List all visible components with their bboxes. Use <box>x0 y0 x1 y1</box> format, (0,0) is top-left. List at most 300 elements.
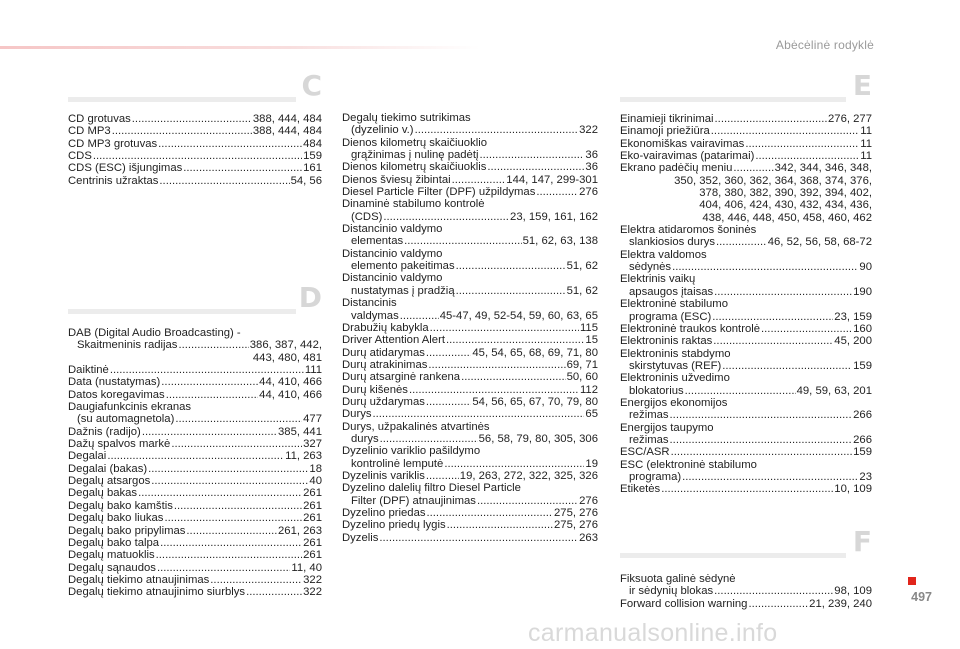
watermark: carmanualsonline.info <box>528 619 778 647</box>
index-entry-line <box>620 598 872 610</box>
index-entry-pages: 160 <box>853 322 872 335</box>
index-entry-heading: Distancinio valdymo <box>342 223 443 236</box>
index-entry-term: Elektroninė traukos kontrolė <box>620 322 761 335</box>
index-entry <box>68 389 322 401</box>
index-entry-pages: 10, 109 <box>834 483 872 496</box>
index-entry-line <box>620 335 872 347</box>
index-entry-pages-continued: 443, 480, 481 <box>252 351 322 364</box>
index-entry-term: Data (nustatymas) <box>68 376 161 389</box>
index-entry <box>68 537 322 549</box>
index-entry-line <box>620 385 872 397</box>
index-entry-pages: 45-47, 49, 52-54, 59, 60, 63, 65 <box>439 309 598 322</box>
dot-leader <box>733 162 773 174</box>
letter-rule <box>68 309 296 314</box>
index-entry-line <box>68 586 322 598</box>
index-entry-pages: 15 <box>585 334 598 347</box>
index-entry-term: skirstytuvas (REF) <box>629 359 722 372</box>
letter-heading-f <box>620 525 872 568</box>
index-entry-term: Diesel Particle Filter (DPF) užpildymas <box>342 186 536 199</box>
index-entry-heading: Elektra valdomos <box>620 248 707 261</box>
index-entry-pages: 276 <box>579 186 598 199</box>
index-entry-heading: Degalų tiekimo sutrikimas <box>342 112 471 124</box>
index-entry-pages: 386, 387, 442, <box>249 339 322 352</box>
index-entry-heading: Distancinio valdymo <box>342 272 443 285</box>
dot-leader <box>479 149 584 161</box>
dot-leader <box>107 450 284 462</box>
index-entry-term: Degalų bako talpa <box>68 536 160 549</box>
index-entry-term: Degalų matuoklis <box>68 549 155 562</box>
index-entry-pages: 49, 59, 63, 201 <box>796 384 872 397</box>
index-entry-line <box>68 426 322 438</box>
dot-leader <box>661 483 833 495</box>
dot-leader <box>714 286 852 298</box>
index-entry-line <box>342 322 598 334</box>
index-entry-term: valdymas <box>351 309 399 322</box>
index-entry-line <box>68 525 322 537</box>
dot-leader <box>670 409 853 421</box>
dot-leader <box>711 125 859 137</box>
index-entry <box>68 487 322 499</box>
dot-leader <box>112 125 252 137</box>
index-entry-line <box>342 310 598 322</box>
index-group-e <box>620 113 872 496</box>
index-entry <box>342 359 598 371</box>
index-entry <box>342 322 598 334</box>
index-entry <box>342 482 598 507</box>
index-entry-line <box>342 124 598 136</box>
dot-leader <box>171 438 302 450</box>
index-entry <box>68 125 322 137</box>
dot-leader <box>132 113 252 125</box>
index-entry-line <box>68 162 322 174</box>
index-entry-pages: 342, 344, 346, 348, <box>774 162 872 175</box>
index-entry-pages: 261 <box>303 499 322 512</box>
index-entry-pages: 190 <box>853 285 872 298</box>
index-entry-heading: Dienos kilometrų skaičiuoklio <box>342 136 488 149</box>
letter-e: E <box>852 69 872 102</box>
index-entry-pages: 11 <box>860 150 872 163</box>
letter-c: C <box>301 69 322 102</box>
letter-rule <box>68 97 296 102</box>
index-entry-line <box>620 446 872 458</box>
index-entry-line <box>68 125 322 137</box>
index-entry-heading: Energijos taupymo <box>620 421 714 434</box>
dot-leader <box>159 175 289 187</box>
index-entry <box>620 138 872 150</box>
page-marker-square <box>908 577 916 585</box>
index-entry <box>68 450 322 462</box>
dot-leader <box>452 174 506 186</box>
index-entry-line <box>342 495 598 507</box>
dot-leader <box>672 261 858 273</box>
index-entry-pages: 322 <box>579 124 598 137</box>
index-entry <box>68 525 322 537</box>
index-entry-line <box>342 359 598 371</box>
dot-leader <box>713 335 833 347</box>
index-entry-line <box>620 236 872 248</box>
index-entry-term: Degalai (bakas) <box>68 462 148 475</box>
index-entry-line <box>68 450 322 462</box>
index-entry <box>68 574 322 586</box>
index-entry-heading: Distancinio valdymo <box>342 247 443 260</box>
index-entry-term: CD MP3 grotuvas <box>68 137 158 150</box>
index-entry-term: Forward collision warning <box>620 597 748 610</box>
index-entry-term: slankiosios durys <box>629 236 716 249</box>
dot-leader <box>373 408 585 420</box>
index-entry <box>342 174 598 186</box>
index-entry <box>620 249 872 274</box>
dot-leader <box>670 434 853 446</box>
index-entry-term: Skaitmeninis radijas <box>77 339 178 352</box>
index-entry-pages: 19, 263, 272, 322, 325, 326 <box>459 469 598 482</box>
index-entry-pages: 21, 239, 240 <box>809 597 872 610</box>
index-entry-term: Degalų sąnaudos <box>68 561 156 574</box>
index-entry-line <box>342 532 598 544</box>
index-entry-pages: 261, 263 <box>278 524 322 537</box>
dot-leader <box>383 211 509 223</box>
dot-leader <box>745 138 859 150</box>
index-entry-line <box>620 434 872 446</box>
index-entry-pages: 90 <box>859 261 872 274</box>
index-entry-line <box>68 413 322 425</box>
index-group-f <box>620 573 872 610</box>
index-entry-pages: 159 <box>853 446 872 459</box>
index-entry <box>620 598 872 610</box>
index-entry-pages: 54, 56 <box>290 174 322 187</box>
index-entry <box>620 150 872 162</box>
index-entry-term: CD MP3 <box>68 125 111 138</box>
dot-leader <box>430 322 579 334</box>
dot-leader <box>161 376 258 388</box>
index-column-1-d <box>68 281 322 599</box>
index-entry-line <box>68 487 322 499</box>
index-entry-term: sėdynės <box>629 261 672 274</box>
index-entry <box>68 113 322 125</box>
index-entry-pages-continued: 378, 380, 382, 390, 392, 394, 402, <box>699 187 872 200</box>
index-entry-pages: 266 <box>853 433 872 446</box>
index-entry-heading: Dyzelino dalelių filtro Diesel Particle <box>342 482 521 495</box>
dot-leader <box>444 458 584 470</box>
index-entry-line <box>620 311 872 323</box>
dot-leader <box>428 359 565 371</box>
index-entry-term: programa) <box>629 470 682 483</box>
index-entry-pages: 19 <box>585 457 598 470</box>
dot-leader <box>712 311 833 323</box>
index-entry-term: ir sėdynių blokas <box>629 585 714 598</box>
dot-leader <box>156 549 302 561</box>
index-entry <box>342 334 598 346</box>
dot-leader <box>138 487 302 499</box>
index-entry-pages: 51, 62, 63, 138 <box>522 235 598 248</box>
index-entry <box>620 483 872 495</box>
index-entry-line <box>342 519 598 531</box>
dot-leader <box>426 470 459 482</box>
index-entry-line <box>68 475 322 487</box>
index-entry-pages: 23, 159 <box>834 310 872 323</box>
index-entry-line <box>68 463 322 475</box>
index-entry-line <box>68 175 322 187</box>
index-entry-pages: 56, 58, 79, 80, 305, 306 <box>478 432 598 445</box>
index-entry-pages: 159 <box>853 359 872 372</box>
index-entry-pages: 477 <box>303 413 322 426</box>
dot-leader <box>446 334 584 346</box>
dot-leader <box>210 574 302 586</box>
index-entry-line <box>342 371 598 383</box>
index-entry <box>342 532 598 544</box>
index-entry <box>342 223 598 248</box>
index-entry-line <box>620 409 872 421</box>
dot-leader <box>716 236 767 248</box>
index-entry-term: Degalų bakas <box>68 487 138 500</box>
index-entry-pages: 23 <box>859 470 872 483</box>
index-entry-line <box>620 471 872 483</box>
index-entry <box>68 562 322 574</box>
index-entry-pages: 44, 410, 466 <box>259 388 322 401</box>
index-entry-term: Degalų bako pripylimas <box>68 524 186 537</box>
index-entry-pages: 46, 52, 56, 58, 68-72 <box>767 236 872 249</box>
index-entry-heading: Elektroninė stabilumo <box>620 298 729 311</box>
dot-leader <box>415 124 579 136</box>
dot-leader <box>714 585 833 597</box>
index-entry-pages: 69, 71 <box>566 358 598 371</box>
dot-leader <box>160 537 302 549</box>
index-group-d <box>68 327 322 599</box>
index-entry-term: Ekrano padėčių meniu <box>620 162 733 175</box>
index-entry-term: Durų atrakinimas <box>342 358 428 371</box>
index-entry-pages: 23, 159, 161, 162 <box>510 210 598 223</box>
index-entry-term: Dažų spalvos markė <box>68 438 171 451</box>
dot-leader <box>536 186 578 198</box>
letter-heading-e <box>620 69 872 112</box>
index-entry <box>342 507 598 519</box>
index-entry-pages: 484 <box>303 137 322 150</box>
index-entry-term: elemento pakeitimas <box>351 260 455 273</box>
index-entry-heading: Elektrinis vaikų <box>620 273 696 286</box>
index-entry-pages: 11, 40 <box>291 561 322 574</box>
index-entry-pages: 98, 109 <box>834 585 872 598</box>
index-entry <box>342 384 598 396</box>
index-entry-term: CDS <box>68 150 92 163</box>
index-entry-line <box>342 186 598 198</box>
index-entry-line <box>342 161 598 173</box>
index-entry-line <box>342 285 598 297</box>
letter-f: F <box>852 525 872 558</box>
index-entry-line <box>620 113 872 125</box>
index-entry-term: Einamieji tikrinimai <box>620 113 714 125</box>
index-entry <box>620 224 872 249</box>
dot-leader <box>164 512 302 524</box>
index-entry-pages: 276 <box>579 494 598 507</box>
index-entry <box>342 272 598 297</box>
index-entry-line <box>620 286 872 298</box>
index-entry-line <box>68 537 322 549</box>
index-entry <box>342 408 598 420</box>
dot-leader <box>722 360 852 372</box>
index-entry <box>342 371 598 383</box>
index-entry-pages: 322 <box>303 586 322 599</box>
dot-leader <box>748 598 808 610</box>
index-entry <box>620 125 872 137</box>
index-entry-term: Datos koregavimas <box>68 388 165 401</box>
index-entry-pages: 65 <box>585 408 598 421</box>
index-entry-term: grąžinimas į nulinę padėtį <box>351 149 479 162</box>
index-entry-line <box>620 483 872 495</box>
index-entry-term: Filter (DPF) atnaujinimas <box>351 494 476 507</box>
index-entry-heading: Dinaminė stabilumo kontrolė <box>342 198 485 211</box>
dot-leader <box>447 519 553 531</box>
index-entry-term: Dyzelino priedas <box>342 507 426 519</box>
index-entry <box>68 463 322 475</box>
index-entry-line <box>620 360 872 372</box>
index-entry-term: Eko-vairavimas (patarimai) <box>620 150 755 163</box>
index-entry-heading: Daugiafunkcinis ekranas <box>68 401 192 414</box>
index-entry-pages: 275, 276 <box>554 519 598 532</box>
index-entry-term: Elektroninis raktas <box>620 335 713 348</box>
index-entry <box>68 426 322 438</box>
dot-leader <box>671 446 853 458</box>
index-entry-pages: 11 <box>860 125 872 138</box>
index-entry-pages: 261 <box>303 487 322 500</box>
index-entry <box>342 161 598 173</box>
index-entry-pages: 51, 62 <box>566 260 598 273</box>
index-entry <box>342 396 598 408</box>
index-entry-heading: Elektroninis stabdymo <box>620 347 731 360</box>
index-entry-pages: 51, 62 <box>566 284 598 297</box>
index-entry-heading: DAB (Digital Audio Broadcasting) - <box>68 327 241 339</box>
letter-heading-d <box>68 281 322 324</box>
index-entry-pages: 44, 410, 466 <box>259 376 322 389</box>
index-entry <box>68 401 322 426</box>
index-entry <box>620 397 872 422</box>
index-entry-line <box>342 470 598 482</box>
index-entry-pages: 261 <box>303 536 322 549</box>
index-entry <box>342 347 598 359</box>
index-entry <box>620 162 872 224</box>
dot-leader <box>761 323 852 335</box>
index-entry-line <box>620 585 872 597</box>
index-entry-term: režimas <box>629 433 669 446</box>
index-entry-line <box>68 138 322 150</box>
header-gradient-rule <box>0 46 480 49</box>
index-entry <box>68 438 322 450</box>
index-entry-line <box>342 174 598 186</box>
index-entry-line <box>68 376 322 388</box>
index-entry-term: Drabužių kabykla <box>342 321 429 334</box>
index-entry <box>342 421 598 446</box>
index-entry <box>342 445 598 470</box>
index-entry-term: Durų atsarginė rankena <box>342 371 461 384</box>
dot-leader <box>755 150 859 162</box>
dot-leader <box>487 161 584 173</box>
index-entry-pages: 161 <box>303 162 322 175</box>
index-entry <box>620 273 872 298</box>
index-entry <box>620 422 872 447</box>
index-column-3 <box>620 69 872 496</box>
index-entry-line <box>342 235 598 247</box>
index-entry-line <box>620 150 872 162</box>
index-entry <box>68 500 322 512</box>
index-entry <box>68 138 322 150</box>
index-entry-term: blokatorius <box>629 384 684 397</box>
index-entry-heading: Durys, užpakalinės atvartinės <box>342 420 490 433</box>
index-entry-pages: 261 <box>303 512 322 525</box>
index-entry-term: CD grotuvas <box>68 113 131 125</box>
index-entry-line <box>68 364 322 376</box>
index-entry-pages: 261 <box>303 549 322 562</box>
index-entry-line <box>342 396 598 408</box>
index-entry <box>68 162 322 174</box>
index-entry <box>620 323 872 335</box>
index-entry-line <box>342 334 598 346</box>
index-entry-pages: 18 <box>309 462 322 475</box>
index-entry-line <box>342 347 598 359</box>
index-entry <box>68 376 322 388</box>
index-entry-pages-continued: 350, 352, 360, 362, 364, 368, 374, 376, <box>674 174 872 187</box>
dot-leader <box>151 475 308 487</box>
index-entry-pages: 275, 276 <box>554 507 598 519</box>
index-entry-pages: 54, 56, 65, 67, 70, 79, 80 <box>472 395 598 408</box>
index-entry <box>342 297 598 322</box>
index-entry-line <box>342 149 598 161</box>
index-entry-term: CDS (ESC) išjungimas <box>68 162 183 175</box>
index-entry <box>68 512 322 524</box>
letter-rule <box>620 97 846 102</box>
index-entry-pages-continued: 438, 446, 448, 450, 458, 460, 462 <box>702 211 872 224</box>
index-entry-line <box>342 433 598 445</box>
dot-leader <box>426 347 472 359</box>
index-entry-heading: Elektroninis užvedimo <box>620 372 730 385</box>
index-entry-term: elementas <box>351 235 404 248</box>
section-title: Abėcėlinė rodyklė <box>775 38 874 52</box>
index-column-3-f <box>620 525 872 610</box>
index-entry-term: programa (ESC) <box>629 310 712 323</box>
index-entry-line <box>68 574 322 586</box>
index-entry-term: (dyzelinio v.) <box>351 124 414 137</box>
index-entry-term: (su automagnetola) <box>77 413 175 426</box>
dot-leader <box>183 162 302 174</box>
index-entry-line <box>68 150 322 162</box>
index-entry-line <box>342 408 598 420</box>
index-entry-term: Einamoji priežiūra <box>620 125 710 138</box>
index-entry-term: durys <box>351 432 379 445</box>
index-entry-term: Degalų tiekimo atnaujinimas <box>68 573 210 586</box>
index-entry <box>68 150 322 162</box>
dot-leader <box>148 463 308 475</box>
index-entry-term: Dyzelis <box>342 531 379 544</box>
dot-leader <box>175 413 302 425</box>
index-entry-heading: Energijos ekonomijos <box>620 396 728 409</box>
index-entry-pages: 11 <box>860 137 872 150</box>
index-entry-heading: Fiksuota galinė sėdynė <box>620 573 736 585</box>
dot-leader <box>461 371 566 383</box>
index-group-d-continued <box>342 112 598 544</box>
index-entry <box>620 459 872 484</box>
dot-leader <box>142 426 277 438</box>
index-entry <box>620 372 872 397</box>
index-entry-pages: 322 <box>303 573 322 586</box>
index-column-1 <box>68 69 322 187</box>
index-entry <box>342 470 598 482</box>
dot-leader <box>400 310 439 322</box>
index-entry-line <box>68 339 322 351</box>
index-entry <box>342 112 598 137</box>
index-entry-line <box>342 507 598 519</box>
index-entry-line <box>620 323 872 335</box>
index-entry-pages: 327 <box>303 438 322 451</box>
index-entry-term: Dyzelinis variklis <box>342 469 425 482</box>
index-entry-term: Dienos kilometrų skaičiuoklis <box>342 161 487 174</box>
index-entry-pages: 144, 147, 299-301 <box>506 173 598 186</box>
